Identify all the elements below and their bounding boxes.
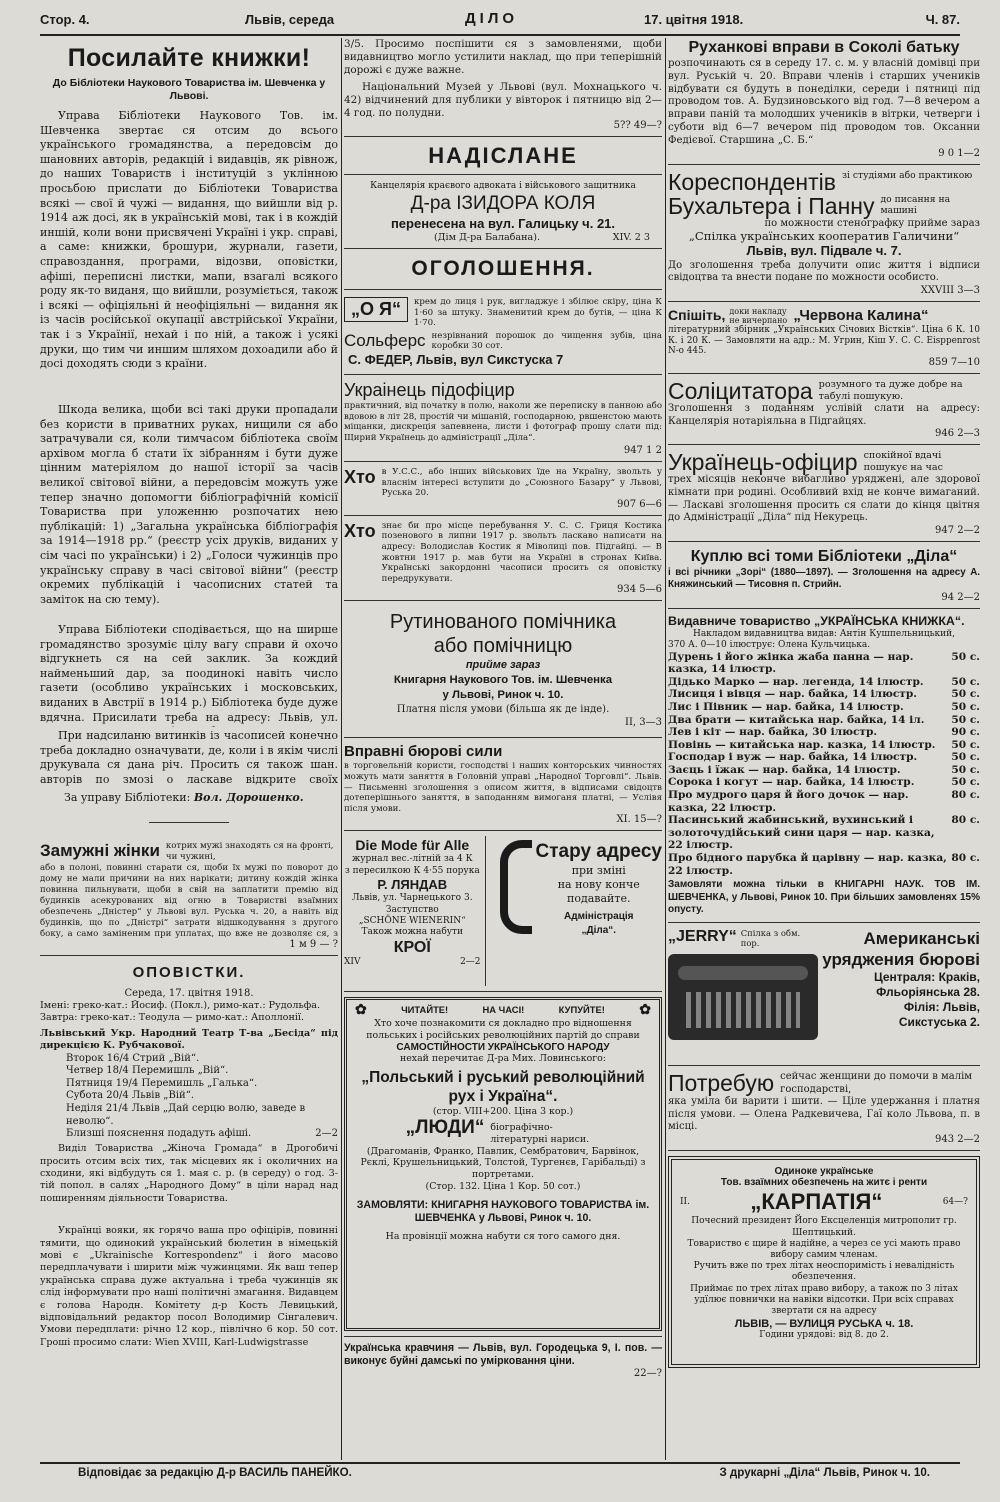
book-price: 50 с. (951, 713, 980, 726)
jerry-right (818, 928, 980, 1060)
divider (668, 373, 980, 374)
divider (344, 461, 662, 462)
book-title: Лисиця і вівця — нар. байка, 14 ілюстр. (668, 688, 917, 701)
divider (344, 1336, 662, 1337)
notices-more-ref: 2—2 (315, 1128, 338, 1140)
readers-ad (344, 997, 662, 1331)
corresp-side: до писання на машині (880, 193, 951, 216)
books-signature (64, 791, 338, 804)
assistant-line: прийме зараз (465, 659, 541, 672)
assistant-line: Книгарня Наукового Тов. ім. Шевченка (393, 674, 613, 687)
footer-editor: Відповідає за редакцію Д-р ВАСИЛЬ ПАНЕЙКО. (78, 1466, 352, 1479)
book-list (668, 651, 980, 878)
readers-order: ЗАМОВЛЯТИ: КНИГАРНЯ НАУКОВОГО ТОВАРИСТВА ім. ШЕВЧЕНКА у Львові, Ринок ч. 10. (356, 1198, 650, 1224)
newspaper-title: ДІЛО (465, 10, 519, 27)
readers-buy: КУПУЙТЕ! (558, 1004, 605, 1016)
karpatia-ad (668, 1156, 980, 1368)
ads-title: ОГОЛОШЕННЯ. (411, 257, 595, 280)
phone-receiver-icon (492, 836, 536, 922)
mode-line: з пересилкою К 4·55 порука (344, 865, 480, 876)
karpatia-text: Товариство є щире й надійне, а через се усі мають право вибору самим членам. (687, 1238, 961, 1260)
solicitor-side: розумного та дуже добре на табулі пошукую. (818, 379, 963, 402)
solicitor-text: Зголошення з поданням услівій слати на адресу: Канцелярія нотаріяльна в Підгайцях. (668, 403, 980, 427)
book-one-note: (стор. VIII+200. Ціна 3 кор.) (432, 1106, 574, 1118)
tailor-text: Українська кравчиня — Львів, вул. Городецька 9, I. пов. — виконує буйні дамські по умірковання ціни. (344, 1342, 662, 1368)
books-paragraph: Шкода велика, щоби всі такі друки пропадали без користи в приватних руках, нищили ся або затрачували ся, коли тимчасом бібліотека своїм архівом могла б стати їх зібранням і бути дуже цінним матеріялом до нашої історії за часів великої світової війни, а передовсім можуть уже тепер значно допомогти бібліографічній комісії Товариства при уложенню розпочатих нею публікацій: 1) „Загальна українська бібліографія за 1914—1918 рр.“ (реєстр усіх друків, виданих у сім часі по українськи) і 2) „Голоси чужинців про українську справу в часі світової війни“ (реєстр окремих публікацій і часописних статей та заміток на сю тему). (40, 403, 338, 606)
sokil-ref: 9 0 1—2 (938, 147, 980, 159)
divider (344, 136, 662, 137)
karpatia-text: Ручить вже по трех літах неоспоримість і невалідність обезпечення. (693, 1261, 955, 1283)
readers-prov: На провінції можна набути ся того самого дня. (385, 1230, 621, 1242)
book-price: 50 с. (951, 776, 980, 789)
lawyer-note (344, 232, 662, 243)
married-side: котрих мужі знаходять ся на фронті, чи чужині, (165, 841, 334, 862)
officer-room-ad (668, 450, 980, 535)
jerry-left (668, 928, 818, 1060)
address-line: подавайте. (567, 892, 631, 906)
mode-ref: XIV (344, 956, 361, 967)
karpatia-addr: ЛЬВІВ, — ВУЛИЦЯ РУСЬКА ч. 18. (734, 1318, 914, 1331)
uofficer-lead: Українець-офіцир (668, 449, 858, 476)
issue-date: 17. цвітня 1918. (644, 12, 744, 27)
assistant-line: Рутинованого помічника (389, 611, 617, 634)
sent-title: НАДІСЛАНЕ (428, 143, 578, 168)
sent-line: Канцелярія краєвого адвоката і військового защитника (370, 181, 636, 191)
jerry-line: Фльоріянська 28. (876, 985, 980, 999)
karpatia-name: „КАРПАТІЯ“ (750, 1189, 883, 1215)
books-subtitle: До Бібліотеки Наукового Товариства ім. Шевченка у Львові. (52, 77, 326, 102)
oya-ad (344, 295, 662, 369)
assistant-line: у Львові, Ринок ч. 10. (442, 689, 564, 702)
book-list-item (668, 714, 980, 727)
corresp-org: „Спілка українських кооператив Галичини“ (688, 228, 960, 243)
book-list-item (668, 852, 980, 877)
notices-section (40, 964, 338, 1413)
issue-number: Ч. 87. (925, 12, 960, 27)
tailor-ad (344, 1342, 662, 1379)
correspondents-ad (668, 170, 980, 296)
book-two-note: (Стор. 132. Ціна 1 Кор. 50 сот.) (425, 1181, 581, 1193)
officer-ref: 947 1 2 (623, 444, 662, 456)
divider (40, 955, 338, 956)
corresp-lead: Кореспондентів (668, 168, 836, 195)
karpatia-text: Почесний президент Його Ексцеленція митрополит гр. Шептицький. (691, 1216, 957, 1238)
buybooks-text: і всі річники „Зорі“ (1880—1897). — Зголошення на адресу А. Княжинський — Тисовня п. Стрийн. (668, 566, 980, 591)
address-line: при зміні (571, 864, 626, 878)
solicitor-ad (668, 379, 980, 439)
corresp-ref: XXVIII 3—3 (920, 284, 980, 296)
readers-read2: нехай перечитає Д-ра Мих. Ловинського: (400, 1053, 606, 1065)
book-price: 50 с. (951, 738, 980, 751)
women-society-notice: Виділ Товариства „Жіноча Громада“ в Дрогобичі просить отсим всіх тих, так місцевих як і околичних на сходини, які відбудуть ся 1. мая с. р. (в середу) о год. 3-тій попол. в салях „Народного Дому“ в ціли нарад над поширенням діяльности Товариства. (40, 1143, 338, 1204)
divider (344, 737, 662, 738)
book-list-item (668, 688, 980, 701)
book-price: 80 с. (951, 814, 980, 827)
divider (344, 515, 662, 516)
jerry-ad (668, 928, 980, 1060)
publisher-order: Замовляти можна тільки в КНИГАРНІ НАУК. ТОВ ІМ. ШЕВЧЕНКА, у Львові, Ринок 10. При більших замовленях 15% опусту. (668, 879, 980, 916)
address-line: „Діла“. (581, 925, 617, 937)
feder-address: С. ФЕДЕР, Львів, вул Сикстуска 7 (348, 351, 564, 367)
publisher-line: Накладом видавництва видав: Антін Кушпельницький, (692, 628, 956, 639)
book-price: 50 с. (951, 751, 980, 764)
mode-kroi: КРОЇ (393, 938, 431, 956)
readers-read: ЧИТАЙТЕ! (401, 1004, 449, 1016)
book-list-item (668, 751, 980, 764)
mode-line: „SCHÖNE WIENERIN“ (358, 915, 466, 926)
mode-line: Також можна набути (361, 927, 464, 938)
karpatia-top: Одиноке українське (774, 1165, 874, 1177)
divider (149, 822, 229, 823)
sent-section (344, 143, 662, 243)
solicitor-lead: Соліцитатора (668, 378, 813, 405)
solicitor-ref: 946 2—3 (935, 428, 980, 440)
book-list-item (668, 701, 980, 714)
books-paragraph: При надсиланю витинків із часописей конечно треба докладно означувати, де, коли і в якім числі друкувала ся дана річ. Просить ся також шан. авторів по змозі о ласкаве відкрите своїх (40, 729, 338, 786)
kalyna-title: „Червона Калина“ (793, 306, 929, 324)
readers-intro: Хто хоче познакомити ся докладно про відношення польських і російських революційних партій до справи (366, 1018, 640, 1041)
kalyna-lead: Спішіть, (668, 306, 726, 323)
solfers-brand: Сольферс (344, 330, 426, 350)
book-price: 50 с. (951, 700, 980, 713)
mode-name: Р. ЛЯНДАВ (377, 877, 448, 893)
book-list-item (668, 789, 980, 814)
lawyer-ref: XIV. 2 3 (612, 232, 650, 243)
officer-text: практичний, від початку в полю, наколи же переписку в панною або вдовою в літ 28, простій чи мішаній, господарною, рвшенстою мають міщанки, дискреція запевнена, листи і фотограф прошу слати під: Щирий Українець до адміністрації „Діла“. (344, 400, 662, 443)
tailor-ref: 22—? (633, 1368, 662, 1380)
assistant-line: Платня після умови (більша як де інде). (396, 704, 610, 716)
uofficer-side: спокійної вдачі пошукує на час (863, 450, 943, 474)
assistant-line: або помічницю (433, 635, 573, 658)
book-title: Два брати — китайська нар. байка, 14 іл. (668, 713, 925, 726)
typewriter-icon (668, 954, 818, 1040)
jerry-line: Централя: Краків, (873, 970, 980, 984)
jerry-title: Американські уряджения бюрові (822, 929, 980, 969)
divider (668, 1065, 980, 1066)
office-lead: Вправні бюрові сили (344, 743, 503, 761)
need-side: сейчас женщини до помочи в малім господарстві, (780, 1071, 973, 1095)
married-ref: 1 м 9 — ? (289, 939, 338, 950)
book-price: 80 с. (951, 789, 980, 802)
divider (344, 248, 662, 249)
flower-icon: ✿ (355, 1001, 367, 1018)
kalyna-ref: 859 7—10 (928, 357, 980, 369)
column-left (40, 38, 338, 1460)
book-list-item (668, 651, 980, 676)
show-item: Четвер 18/4 Перемишль „Вій“. (66, 1065, 229, 1077)
column-right (668, 38, 980, 1460)
show-item: Субота 20/4 Львів „Вій“. (66, 1090, 194, 1102)
uofficer-text: трех місяців неконче вибагливо уряджені, але здорової кімнати при родині. Особливий вхід не конче вимаганий. — Ласкаві зголошення просить ся слати до кінця цвітня до Адміністрації „Діла“ під Некурець. (668, 474, 980, 524)
book-title: Повінь — китайська нар. казка, 14 ілюстр. (668, 738, 936, 751)
theatre-schedule (40, 1053, 338, 1129)
readers-top (355, 1001, 651, 1018)
book-list-item (668, 764, 980, 777)
who-ad-2 (344, 521, 662, 596)
address-line: Адміністрація (564, 911, 634, 923)
uofficer-ref: 947 2—2 (935, 524, 980, 536)
corresp-text2: До зголошення треба долучити опис життя і відписи свідоцтва та внести подане по можности особисто. (668, 259, 980, 284)
who-text: знає би про місце перебування У. С. С. Гриця Костика позенового в липни 1917 р. звольть ласкаво написати на адресу: Володислав Костик я Міволиці пов. Підгайці. — В жовтни 1917 р. мав бути на Україні в стронах Київа. Українські закордонні часописи просить ся оповістку передрукувати. (381, 520, 662, 584)
museum-ref: 5?? 49—? (613, 120, 662, 131)
book-title: Дурень і його жінка жаба панна — нар. казка, 14 ілюстр. (668, 650, 914, 676)
karpatia-sub: Тов. взаїмних обезпечень на житє і ренти (720, 1177, 928, 1189)
divider (344, 374, 662, 375)
lawyer-moved: перенесена на вул. Галицьку ч. 21. (390, 216, 616, 231)
karpatia-name-row (680, 1188, 968, 1216)
city-day: Львів, середа (245, 12, 335, 27)
book-list-item (668, 676, 980, 689)
book-title: Господар і вуж — нар. байка, 14 ілюстр. (668, 751, 918, 764)
book-price: 50 с. (951, 763, 980, 776)
readers-self: САМОСТІЙНОСТИ УКРАЇНСЬКОГО НАРОДУ (396, 1041, 610, 1053)
assistant-ad (344, 606, 662, 732)
divider (668, 444, 980, 445)
flower-icon: ✿ (639, 1001, 651, 1018)
books-paragraph: Управа Бібліотеки сподівається, що на ширше громадянство зрозуміє цілу вагу справи й охочо відгукнеть ся на сей заклик. За кождий найменьший дар, за поодинокі навіть число газети (особливо українських і московських, виданих в Австрії в 1914 р.) Бібліотека буде дуже вдячна. Присилати треба на адресу: Львів, ул. (40, 623, 338, 724)
lawyer-name: Д-ра ІЗИДОРА КОЛЯ (410, 193, 596, 214)
book-price: 90 с. (951, 726, 980, 739)
kalyna-text: літературний збірник „Українських Січових Вістків“. Ціна 6 К. 10 К. і 20 К. — Замовляти на адр.: М. Угрин, Кіш У. С. С. Eisppenrost N-o 445. (668, 324, 980, 357)
jerry-brand: „JERRY“ (668, 928, 737, 945)
office-ref: XI. 15—? (616, 814, 662, 826)
address-line: на нову конче (557, 878, 640, 892)
mode-ref: 2—2 (460, 956, 481, 967)
mode-title: Die Mode für Alle (355, 837, 470, 854)
book-title: Про мудрого царя й його дочок — нар. казка, 22 ілюстр. (668, 789, 909, 814)
publisher-title: Видавниче товариство „УКРАЇНСЬКА КНИЖКА“. (668, 613, 965, 628)
corresp-side: зі студіями або практикою (842, 169, 973, 181)
footer-rule (40, 1462, 960, 1464)
office-text: в торговельній користи, господстві і наших конторських чинностях можуть мати заняття в Головній управі „Народної Торговлі“. Львів. — Письменні зголошення з описом життя, в відписами свідоцтв дотеперішнього заняття, в заподанням вимоганя платні, — Услівя після умови. (344, 761, 662, 814)
jerry-line: Філія: Львів, (903, 1000, 980, 1014)
book-one-title: „Польський і руський революційний рух і Україна“. (361, 1069, 645, 1106)
assistant-ref: II, 3—3 (625, 717, 662, 729)
book-list-item (668, 814, 980, 852)
kalyna-ad (668, 307, 980, 368)
book-title: Лев і кіт — нар. байка, 30 ілюстр. (668, 726, 878, 739)
book-two-side: біографічно-літературні нариси. (490, 1122, 590, 1145)
divider (668, 301, 980, 302)
need-ad (668, 1071, 980, 1145)
who-ad-1 (344, 467, 662, 510)
address-big: Стару адресу (535, 841, 662, 863)
divider (344, 289, 662, 290)
address-ad (486, 836, 662, 986)
show-item: Неділя 21/4 Львів „Дай серцю волю, заведе в неволю“. (66, 1103, 306, 1127)
who-text: в У.С.С., або інших військових їде на Україну, звольть у власнім інтересі вступити до „Союзного Базару“ у Львові, Руська 20. (381, 466, 662, 499)
book-two-title: „ЛЮДИ“ (405, 1117, 485, 1139)
header-rule (40, 34, 960, 36)
divider (668, 164, 980, 165)
who-lead: Хто (344, 466, 376, 487)
readers-time: НА ЧАСІ! (482, 1004, 525, 1016)
oya-text: крем до лиця і рук, вигладжує і збілює скіру, ціна К 1·60 за штуку. Знаменитий крем до бутів, — ціна К 1·70. (413, 297, 662, 329)
mode-line: Львів, ул. Чарнецького 3. (351, 893, 473, 904)
corresp-addr: Львів, вул. Підвале ч. 7. (746, 242, 902, 258)
karpatia-hours: Години урядові: від 8. до 2. (759, 1330, 889, 1341)
divider (344, 991, 662, 992)
divider (344, 830, 662, 831)
karpatia-text: Приймає по трех літах право вибору, а також по 3 літах удїлює повнички на навіки відсотки. При всіх справах звертати ся на адресу (690, 1283, 958, 1316)
sokil-ad (668, 38, 980, 159)
who-ref: 907 6—6 (617, 498, 662, 510)
corresp-text: по можности стенографку прийме зараз (764, 217, 980, 229)
who-lead: Хто (344, 520, 376, 541)
need-ref: 943 2—2 (935, 1133, 980, 1145)
notices-tomorrow: Завтра: греко-кат.: Теодула — римо-кат.: Аполлонії. (40, 1012, 305, 1024)
book-title: Дідько Марко — нар. легенда, 14 ілюстр. (668, 675, 924, 688)
museum-notice: Національний Музей у Львові (вул. Мохнацького ч. 42) відчинений для публики у вівторок і пятницю від 2—4 год. по полудни. (344, 81, 662, 119)
book-title: Про бідного парубка й царівну — нар. казка, 22 ілюстр. (668, 852, 947, 877)
books-paragraph: Управа Бібліотеки Наукового Тов. ім. Шевченка звертає ся отсим до всього українського громадянства, а передовсім до шановних авторів, редакцій і видавців, як рівнож, до наших Товариств і інституцій з уклінною просьбою прислати до Бібліотеки Товариства всякі — свої й чужі — видання, що вийшли від р. 1914 аж досі, як в українській мові, так і в кождій иншій, коли вони присвячені Україні і укр. справі, а саме: книжки, брошури, журнали, газети, справоздання, програми, відозви, оповістки, афіші, перепиcні листки, мапи, взагалі всякого роду як-то виданя, що вийшли, розуміється, також і всякі — офіціяльні й неофіціяльні — видання як із часів російської окупації австрійської України, так і з Українії, нехай і по ній, а також і усякі друки, що тим чи иншим шляхом дохоадили або й досі доходять сюди з країни. (40, 109, 338, 371)
buybooks-title: Куплю всі томи Бібліотеки „Діла“ (690, 547, 958, 565)
married-lead: Замужні жінки (40, 841, 160, 860)
mode-line: журнал вес.-літній за 4 К (351, 854, 473, 865)
married-text: або в полоні, повинні старати ся, щоби їх мужі по поворот до дому не мали причини на них нарікати; дитину кождій жінка повинна пильнувати, щоби в свій на заплатити премію від будинків асекурованих від огню в Товаристві взаїмних обезпечень „Дністер“ у Львові вул. Руська ч. 20, а навіть від будинків, що по „Дністрі“ затрати відшкодування з другого боку, а само заміненим при уплатах, що вже не дозволяє ся, з (40, 863, 338, 939)
divider (668, 1150, 980, 1151)
solfers-text: незрівнаний порошок до чищення зубів, ціна коробки 30 сот. (431, 330, 662, 352)
oya-brand: „О Я“ (344, 297, 408, 322)
book-title: Пасинський жабинський, вухинський і золоточудійський сини царя — нар. казка, 22 ілюстр. (668, 814, 935, 852)
notices-theatre: Львівський Укр. Народний Театр Т-ва „Бесіда“ під дирекцією К. Рубчакової. (40, 1027, 338, 1052)
divider (668, 541, 980, 542)
lawyer-note-text: (Дім Д-ра Балабана). (434, 232, 541, 243)
karpatia-roman: II. (680, 1196, 690, 1207)
need-text: яка уміла би варити і шити. — Ціле удержання і платня після умови. — Олена Радкевичева, Гаї коло Львова, п. в місці. (668, 1096, 980, 1133)
corresp-lead: Бухальтера і Панну (668, 192, 875, 219)
divider (668, 608, 980, 609)
signature-name: Вол. Дорошенко. (193, 791, 304, 804)
book-price: 80 с. (951, 852, 980, 865)
book-price: 50 с. (951, 650, 980, 663)
notices-names: Імені: греко-кат.: Йосиф. (Покл.), римо-кат.: Рудольфа. (40, 1000, 321, 1011)
mode-ad (344, 836, 486, 986)
book-two-authors: (Драгоманів, Франко, Павлик, Сембратович, Барвінок, Рєклі, Крушельницький, Толстой, Тургенєв, Гарібальді) з портретами. (360, 1145, 646, 1181)
soldiers-notice: Українці вояки, як горячо ваша про офіцірів, повинні тямити, що одинокий український бюлетин в німецькій мові є „Ukrainische Korrespondenz“ і його масово передплачувати і ширити між чужинцями. Як ваш тепер українська справа дуже актуальна і треба чужинців як слід інформувати про наші політичні змагання. Видавцем є голова Народн. Комітету д-р Кость Левицький, відповідальний редактор посол Володимир Сінгалевич. Умови передплати: річно 12 кор., півлічно 6 кор. 50 сот. Гроші просимо слати: Wien XVIII, Karl-Ludwigstrasse (40, 1225, 338, 1348)
page-number: Стор. 4. (40, 12, 90, 27)
column-middle (344, 38, 662, 1460)
book-title: Сорока і когут — нар. байка, 14 ілюстр. (668, 776, 915, 789)
book-price: 50 с. (951, 675, 980, 688)
office-staff-ad (344, 743, 662, 825)
mode-line: Заступство (385, 904, 439, 915)
jerry-line: Сикстуська 2. (898, 1015, 980, 1029)
book-title: Заєць і їжак — нар. байка, 14 ілюстр. (668, 763, 901, 776)
book-title: Лис і Півник — нар. байка, 14 ілюстр. (668, 700, 904, 713)
buy-books-ad (668, 547, 980, 603)
divider (344, 600, 662, 601)
officer-ad (344, 380, 662, 456)
buybooks-ref: 94 2—2 (941, 591, 980, 603)
divider (668, 922, 980, 923)
book-list-item (668, 726, 980, 739)
column-rule-1 (341, 38, 342, 1460)
top-paragraph: 3/5. Просимо поспішити ся з замовленями, щоби видавництво могло устилити наклад, що при теперішній дорожі є дуже важне. (344, 38, 662, 76)
jerry-brand-side: Спілка з обм. пор. (740, 928, 801, 948)
signature-prefix: За управу Бібліотеки: (64, 791, 191, 804)
notices-more-text: Близші пояснення подадуть афіші. (66, 1128, 252, 1140)
karpatia-ref: 64—? (942, 1196, 968, 1207)
show-item: Второк 16/4 Стрий „Вій“. (66, 1052, 200, 1064)
need-lead: Потребую (668, 1070, 775, 1096)
publisher-line: 370 А. 0—10 ілюструє: Олена Кульчицька. (668, 639, 871, 650)
show-item: Пятниця 19/4 Перемишль „Галька“. (66, 1077, 258, 1089)
page-header (40, 8, 960, 34)
kalyna-side: доки накладу не вичерпано (729, 306, 788, 325)
mode-and-address-row (344, 836, 662, 986)
married-women-ad (40, 841, 338, 950)
books-title: Посилайте книжки! (67, 44, 311, 72)
book-price: 50 с. (951, 688, 980, 701)
who-ref: 934 5—6 (617, 584, 662, 596)
notices-more (40, 1128, 338, 1139)
sokil-title: Руханкові вправи в Соколі батьку (688, 39, 960, 56)
book-list-item (668, 776, 980, 789)
column-rule-2 (665, 38, 666, 1460)
publisher-ad (668, 614, 980, 917)
divider (344, 174, 662, 175)
footer-printer: З друкарні „Діла“ Львів, Ринок ч. 10. (719, 1466, 930, 1479)
officer-lead: Украінець підофіцир (344, 379, 515, 400)
notices-title: ОПОВІСТКИ. (132, 964, 246, 981)
sokil-text: розпочинають ся в середу 17. с. м. у власній домівці при вул. Руській ч. 20. Вправи членів і старших учеників відбувати ся будуть в понеділки, середи і пятниці під проводом тов. А. Будзиновського від год. 7—8 вечером а вправи паній та молодших учеників в вітрки, четверги і суботи від 6—7 вечером під проводом тов. Оксанни Федієвої. Старшина „С. Б.“ (668, 58, 980, 146)
notices-date: Середа, 17. цвітня 1918. (124, 988, 254, 999)
book-list-item (668, 739, 980, 752)
